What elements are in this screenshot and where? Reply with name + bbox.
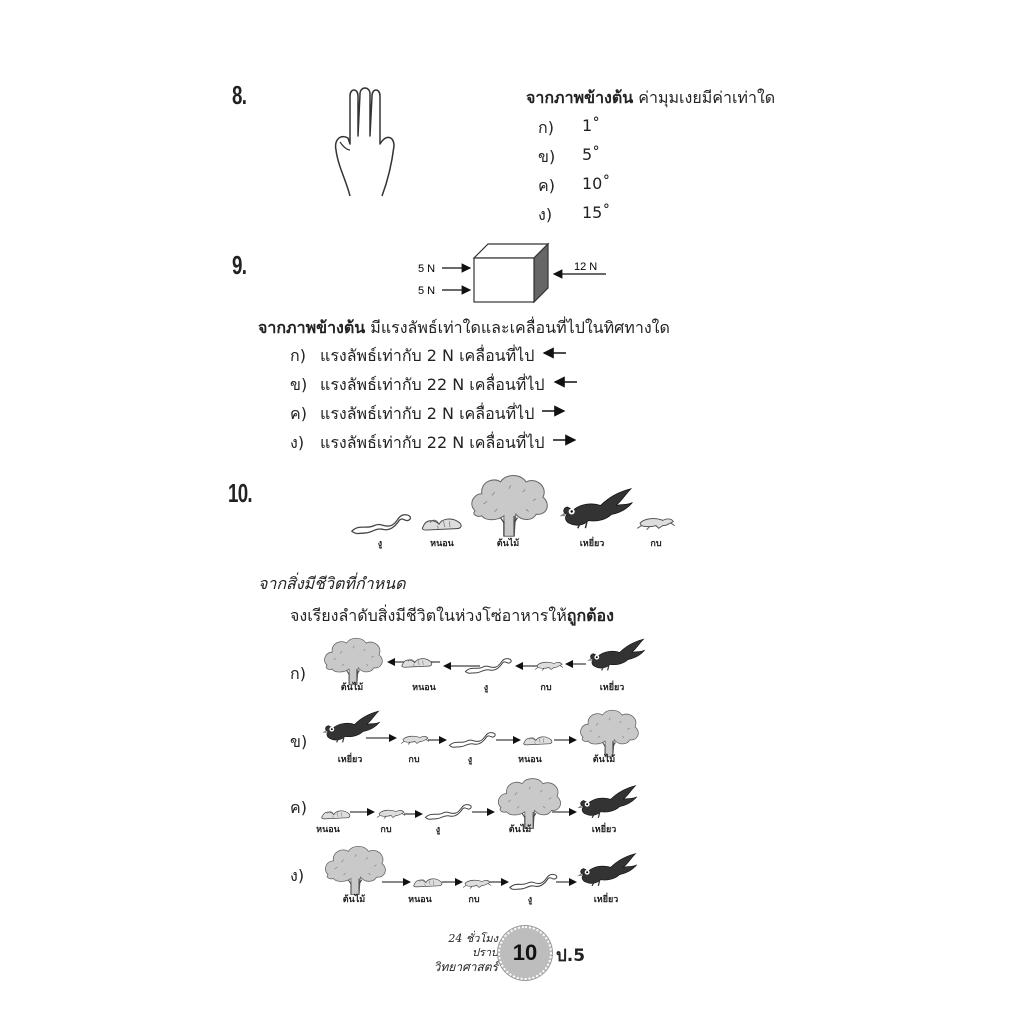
- chain-c-label-1: หนอน: [316, 825, 340, 835]
- chain-d-label-2: หนอน: [408, 895, 432, 905]
- question-8-stem-bold: จากภาพข้างต้น: [526, 88, 634, 107]
- option-b-label[interactable]: ข): [290, 732, 308, 751]
- chain-a-label-3: งู: [483, 683, 489, 693]
- chain-a-label-1: ต้นไม้: [340, 683, 364, 693]
- chain-c-label-3: งู: [435, 825, 441, 835]
- option-c[interactable]: ค) 10˚: [538, 174, 611, 195]
- arrow-right-icon: [551, 431, 579, 449]
- force-label-right: 12 N: [574, 261, 598, 273]
- question-10-stem-bold: ถูกต้อง: [566, 606, 614, 625]
- option-b[interactable]: ข) แรงลัพธ์เท่ากับ 22 N เคลื่อนที่ไป: [290, 373, 579, 402]
- option-d-label[interactable]: ง): [290, 866, 305, 885]
- worm-image: [420, 510, 464, 534]
- tree-image: [466, 470, 552, 538]
- force-diagram: [410, 240, 620, 310]
- chain-b-label-4: หนอน: [518, 755, 542, 765]
- organism-label-snake: งู: [377, 539, 383, 549]
- chain-d-label-3: กบ: [468, 895, 480, 905]
- organism-label-tree: ต้นไม้: [496, 539, 520, 549]
- question-10-stem-text: จงเรียงลำดับสิ่งมีชีวิตในห่วงโซ่อาหารให้: [290, 606, 567, 625]
- three-fingers-hand-image: [328, 84, 404, 204]
- chain-a-label-5: เหยี่ยว: [599, 683, 625, 693]
- option-c-label[interactable]: ค): [290, 798, 307, 817]
- question-9-number: 9.: [232, 250, 247, 280]
- chain-d-label-1: ต้นไม้: [342, 895, 366, 905]
- question-10-intro: จากสิ่งมีชีวิตที่กำหนด: [258, 574, 406, 593]
- chain-a-label-2: หนอน: [412, 683, 436, 693]
- question-9-stem-bold: จากภาพข้างต้น: [258, 318, 366, 337]
- question-10-stem: [290, 604, 614, 629]
- chain-d-label-5: เหยี่ยว: [593, 895, 619, 905]
- footer-line-1: 24 ชั่วโมง: [448, 932, 498, 945]
- question-8-stem-text: ค่ามุมเงยมีค่าเท่าใด: [633, 88, 776, 107]
- page-number-badge: [498, 926, 552, 980]
- option-c[interactable]: ค) แรงลัพธ์เท่ากับ 2 N เคลื่อนที่ไป: [290, 402, 579, 431]
- question-8-number: 8.: [232, 80, 247, 110]
- chain-d-label-4: งู: [527, 895, 533, 905]
- chain-c-label-4: ต้นไม้: [508, 825, 532, 835]
- organism-label-worm: หนอน: [430, 539, 454, 549]
- question-8-stem: [526, 86, 775, 111]
- page-number: 10: [512, 940, 538, 965]
- organism-label-eagle: เหยี่ยว: [579, 539, 605, 549]
- chain-c-label-5: เหยี่ยว: [591, 825, 617, 835]
- arrow-left-icon: [540, 344, 568, 362]
- frog-image: [636, 510, 676, 532]
- grade-label: ป.5: [556, 946, 586, 966]
- footer-line-3: วิทยาศาสตร์: [433, 960, 498, 974]
- footer-book-title: [430, 932, 498, 974]
- snake-image: [350, 508, 414, 538]
- force-label-left-2: 5 N: [418, 285, 436, 297]
- option-d[interactable]: ง) 15˚: [538, 203, 611, 224]
- option-a-label[interactable]: ก): [290, 664, 306, 683]
- organism-label-frog: กบ: [650, 539, 662, 549]
- food-chain-option-d[interactable]: [320, 842, 650, 898]
- chain-c-label-2: กบ: [380, 825, 392, 835]
- eagle-image: [558, 486, 634, 534]
- option-a[interactable]: ก) 1˚: [538, 116, 601, 137]
- footer-line-2: ปราบ: [471, 946, 498, 959]
- question-10-number: 10.: [228, 478, 252, 508]
- question-9-stem: [258, 316, 670, 341]
- force-label-left-1: 5 N: [418, 263, 436, 275]
- arrow-right-icon: [540, 402, 568, 420]
- chain-b-label-2: กบ: [408, 755, 420, 765]
- option-a[interactable]: ก) แรงลัพธ์เท่ากับ 2 N เคลื่อนที่ไป: [290, 344, 579, 373]
- question-8-options: [538, 116, 610, 232]
- question-9-options: [290, 344, 579, 460]
- option-b[interactable]: ข) 5˚: [538, 145, 601, 166]
- chain-a-label-4: กบ: [540, 683, 552, 693]
- chain-b-label-5: ต้นไม้: [592, 755, 616, 765]
- question-9-stem-text: มีแรงลัพธ์เท่าใดและเคลื่อนที่ไปในทิศทางใด: [365, 318, 670, 337]
- chain-b-label-3: งู: [467, 755, 473, 765]
- arrow-left-icon: [551, 373, 579, 391]
- option-d[interactable]: ง) แรงลัพธ์เท่ากับ 22 N เคลื่อนที่ไป: [290, 431, 579, 460]
- chain-b-label-1: เหยี่ยว: [337, 755, 363, 765]
